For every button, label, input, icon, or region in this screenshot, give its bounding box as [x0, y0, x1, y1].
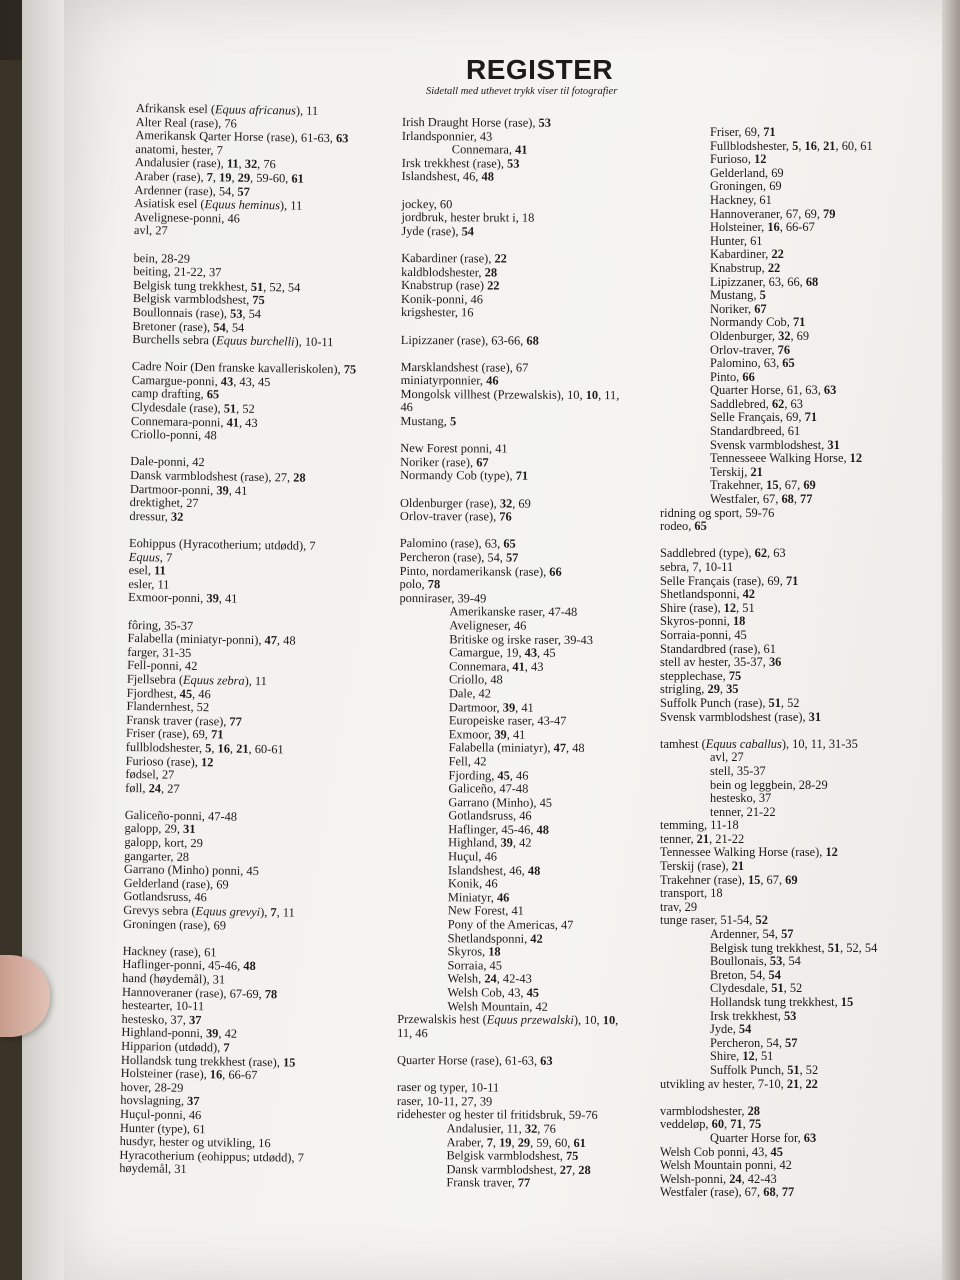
index-subentry: Dale, 42 [448, 686, 491, 701]
index-entry: Huçul-ponni, 46 [119, 1106, 202, 1123]
index-entry: hestesko, 37, 37 [121, 1011, 202, 1027]
index-subentry: Knabstrup, 22 [710, 260, 781, 275]
index-entry: Terskij (rase), 21 [660, 859, 745, 874]
index-entry: Garrano (Minho) ponni, 45 [123, 862, 259, 879]
index-entry: kaldblodshester, 28 [401, 264, 498, 280]
index-entry: Dartmoor-ponni, 39, 41 [129, 481, 248, 498]
index-entry: Welsh Cob ponni, 43, 45 [660, 1144, 783, 1159]
index-subentry: Svensk varmblodshest, 31 [710, 437, 840, 452]
index-entry: hovslagning, 37 [120, 1093, 200, 1109]
index-entry: Grevys sebra (Equus grevyi), 7, 11 [123, 902, 295, 920]
index-subentry: Welsh Mountain, 42 [447, 998, 548, 1014]
index-entry: hover, 28-29 [120, 1079, 184, 1095]
index-entry: Alter Real (rase), 76 [135, 114, 237, 131]
index-subentry: Garrano (Minho), 45 [448, 794, 553, 810]
index-entry: Westfaler (rase), 67, 68, 77 [660, 1185, 795, 1200]
index-subentry: Standardbreed, 61 [710, 424, 801, 439]
index-entry: stepplechase, 75 [660, 668, 742, 683]
entry-gap [660, 1091, 877, 1105]
index-entry: ponniraser, 39-49 [399, 590, 487, 606]
index-subentry: bein og leggbein, 28-29 [710, 777, 828, 792]
index-subentry: Breton, 54, 54 [710, 967, 781, 982]
index-entry: Galiceño-ponni, 47-48 [124, 807, 238, 824]
index-subentry: Araber, 7, 19, 29, 59, 60, 61 [446, 1134, 586, 1150]
index-subentry: Lipizzaner, 63, 66, 68 [710, 274, 819, 289]
index-entry: krigshester, 16 [400, 305, 474, 320]
index-entry: raser, 10-11, 27, 39 [396, 1093, 493, 1109]
index-entry: anatomi, hester, 7 [135, 141, 223, 158]
index-subentry: Quarter Horse, 61, 63, 63 [710, 383, 837, 398]
index-subentry: Criollo, 48 [449, 672, 503, 687]
index-entry: Marsklandshest (rase), 67 [400, 359, 529, 375]
index-entry: 46 [400, 400, 413, 415]
index-entry: Welsh-ponni, 24, 42-43 [660, 1171, 777, 1186]
index-entry: raser og typer, 10-11 [396, 1080, 500, 1095]
index-subentry: Connemara, 41, 43 [449, 659, 544, 674]
index-entry: jordbruk, hester brukt i, 18 [401, 210, 535, 225]
index-entry: Normandy Cob (type), 71 [400, 468, 529, 484]
index-entry: galopp, kort, 29 [124, 834, 203, 851]
index-subentry: Westfaler, 67, 68, 77 [710, 492, 813, 507]
index-column-3 [660, 126, 877, 1200]
index-entry: Bretoner (rase), 54, 54 [132, 318, 245, 335]
index-entry: Hyracotherium (eohippus; utdødd), 7 [119, 1147, 305, 1165]
index-entry: Gotlandsruss, 46 [123, 889, 207, 905]
index-entry: Islandshest, 46, 48 [401, 169, 494, 184]
index-entry: Shetlandsponni, 42 [660, 587, 755, 602]
index-subentry: Hannoveraner, 67, 69, 79 [710, 206, 836, 221]
index-subentry: avl, 27 [710, 750, 744, 765]
index-entry: ridning og sport, 59-76 [660, 505, 775, 520]
index-entry: stell av hester, 35-37, 36 [660, 655, 782, 670]
index-entry: sebra, 7, 10-11 [660, 560, 734, 574]
index-subentry: stell, 35-37 [710, 763, 766, 778]
index-entry: Ardenner (rase), 54, 57 [134, 182, 250, 199]
index-entry: Skyros-ponni, 18 [660, 614, 746, 629]
index-subentry: Shetlandsponni, 42 [447, 930, 543, 946]
index-subentry: Welsh, 24, 42-43 [447, 971, 532, 987]
index-subentry: New Forest, 41 [447, 903, 524, 919]
index-subentry: Dansk varmblodshest, 27, 28 [446, 1161, 591, 1177]
index-entry: esler, 11 [128, 576, 170, 592]
index-entry: Orlov-traver (rase), 76 [399, 509, 512, 524]
page-edge [942, 0, 960, 1280]
index-entry: ridehester og hester til fritidsbruk, 59-76 [396, 1107, 598, 1123]
index-entry: Tennessee Walking Horse (rase), 12 [660, 845, 838, 860]
index-subentry: Oldenburger, 32, 69 [710, 328, 810, 343]
index-entry: strigling, 29, 35 [660, 682, 739, 697]
index-subentry: Ardenner, 54, 57 [710, 927, 794, 942]
index-subentry: Gotlandsruss, 46 [448, 808, 532, 823]
index-entry: avl, 27 [133, 223, 168, 238]
index-subentry: Amerikanske raser, 47-48 [449, 604, 578, 620]
index-entry: transport, 18 [660, 886, 723, 901]
index-entry: Noriker (rase), 67 [400, 454, 489, 470]
index-entry: Friser (rase), 69, 71 [125, 726, 224, 742]
index-entry: Shire (rase), 12, 51 [660, 600, 755, 615]
index-entry: husdyr, hester og utvikling, 16 [119, 1133, 271, 1151]
index-subentry: Exmoor, 39, 41 [448, 726, 526, 742]
index-entry: esel, 11 [128, 563, 166, 578]
index-entry: Araber (rase), 7, 19, 29, 59-60, 61 [134, 168, 304, 186]
index-subentry: Skyros, 18 [447, 944, 501, 959]
index-entry: Przewalskis hest (Equus przewalski), 10, 10, [397, 1012, 619, 1028]
index-subentry: hestesko, 37 [710, 791, 772, 806]
index-entry: Boullonnais (rase), 53, 54 [132, 304, 262, 321]
index-entry: miniatyrponnier, 46 [400, 373, 499, 388]
index-entry: Equus, 7 [128, 549, 173, 565]
index-entry: Kabardiner (rase), 22 [401, 250, 507, 266]
book-spine [22, 0, 64, 1280]
index-entry: fôring, 35-37 [127, 617, 194, 633]
index-subentry: Camargue, 19, 43, 45 [449, 645, 556, 660]
index-entry: Konik-ponni, 46 [401, 291, 484, 307]
index-subentry: Falabella (miniatyr), 47, 48 [448, 740, 585, 756]
index-entry: Holsteiner (rase), 16, 66-67 [120, 1066, 258, 1083]
index-entry: Furioso (rase), 12 [125, 753, 214, 769]
index-subentry: Tennesseee Walking Horse, 12 [710, 451, 863, 466]
index-subentry: Furioso, 12 [710, 152, 767, 167]
index-entry: rodeo, 65 [660, 519, 707, 534]
index-entry: beiting, 21-22, 37 [133, 264, 222, 280]
index-subentry: Terskij, 21 [710, 464, 763, 479]
index-subentry: Hollandsk tung trekkhest, 15 [710, 995, 854, 1009]
index-entry: Avelignese-ponni, 46 [134, 209, 241, 226]
index-subentry: Saddlebred, 62, 63 [710, 396, 803, 411]
index-entry: Oldenburger (rase), 32, 69 [399, 495, 531, 511]
index-subentry: Welsh Cob, 43, 45 [447, 985, 540, 1000]
index-subentry: Orlov-traver, 76 [710, 342, 791, 357]
index-entry: galopp, 29, 31 [124, 821, 196, 837]
entry-gap [660, 534, 877, 548]
page-subtitle: Sidetall med uthevet trykk viser til fotografier [426, 86, 618, 97]
index-subentry: Boullonais, 53, 54 [710, 954, 801, 969]
index-entry: Fell-ponni, 42 [127, 658, 198, 674]
index-entry: Fjordhest, 45, 46 [126, 685, 211, 701]
index-subentry: Selle Français, 69, 71 [710, 410, 818, 425]
index-entry: Irish Draught Horse (rase), 53 [401, 115, 551, 130]
index-subentry: Fjording, 45, 46 [448, 767, 529, 783]
index-entry: Asiatisk esel (Equus heminus), 11 [134, 196, 303, 213]
index-subentry: Belgisk varmblodshest, 75 [446, 1148, 579, 1164]
index-subentry: Belgisk tung trekkhest, 51, 52, 54 [710, 940, 878, 955]
index-entry: Connemara-ponni, 41, 43 [130, 413, 258, 430]
index-entry: Irsk trekkhest (rase), 53 [401, 155, 520, 171]
index-subentry: Galiceño, 47-48 [448, 781, 529, 796]
index-entry: Lipizzaner (rase), 63-66, 68 [400, 332, 539, 348]
index-entry: tunge raser, 51-54, 52 [660, 913, 768, 928]
index-entry: Welsh Mountain ponni, 42 [660, 1158, 792, 1173]
index-column-1 [119, 102, 360, 1179]
index-subentry: Pinto, 66 [710, 369, 755, 384]
index-entry: Falabella (miniatyr-ponni), 47, 48 [127, 631, 296, 648]
index-entry: tenner, 21, 21-22 [660, 831, 745, 846]
index-entry: Standardbred (rase), 61 [660, 641, 776, 656]
index-entry: Groningen (rase), 69 [122, 916, 227, 933]
index-subentry: Aveligneser, 46 [449, 618, 527, 633]
index-subentry: Shire, 12, 51 [710, 1049, 774, 1064]
index-subentry: Fransk traver, 77 [446, 1175, 531, 1190]
index-subentry: Friser, 69, 71 [710, 125, 776, 139]
index-subentry: Gelderland, 69 [710, 165, 784, 180]
index-entry: tamhest (Equus caballus), 10, 11, 31-35 [660, 736, 858, 751]
index-entry: utvikling av hester, 7-10, 21, 22 [660, 1076, 818, 1091]
index-entry: Amerikansk Qarter Horse (rase), 61-63, 63 [135, 128, 349, 146]
index-entry: Eohippus (Hyracotherium; utdødd), 7 [128, 535, 316, 553]
index-entry: Gelderland (rase), 69 [123, 875, 229, 892]
index-entry: Sorraia-ponni, 45 [660, 627, 747, 642]
index-entry: høydemål, 31 [119, 1161, 187, 1177]
index-column-2 [396, 116, 623, 1191]
index-entry: gangarter, 28 [124, 848, 190, 864]
index-subentry: Andalusier, 11, 32, 76 [446, 1121, 556, 1136]
index-entry: Afrikansk esel (Equus africanus), 11 [135, 101, 319, 118]
index-entry: Camargue-ponni, 43, 43, 45 [131, 372, 271, 390]
index-subentry: Dartmoor, 39, 41 [448, 699, 534, 715]
index-entry: Andalusier (rase), 11, 32, 76 [134, 155, 276, 172]
index-entry: Selle Français (rase), 69, 71 [660, 573, 799, 588]
index-entry: føll, 24, 27 [125, 780, 180, 796]
index-entry: New Forest ponni, 41 [400, 441, 508, 456]
index-entry: varmblodshester, 28 [660, 1103, 760, 1118]
index-subentry: Highland, 39, 42 [448, 835, 532, 851]
index-entry: Hannoveraner (rase), 67-69, 78 [121, 984, 278, 1001]
index-entry: Hollandsk tung trekkhest (rase), 15 [120, 1052, 296, 1070]
index-subentry: Clydesdale, 51, 52 [710, 981, 803, 996]
entry-gap [660, 724, 877, 738]
index-entry: Mustang, 5 [400, 414, 457, 429]
index-entry: Pinto, nordamerikansk (rase), 66 [399, 563, 562, 579]
index-subentry: Sorraia, 45 [447, 958, 502, 973]
index-subentry: Hackney, 61 [710, 192, 772, 207]
index-entry: 11, 46 [397, 1025, 428, 1040]
index-subentry: Jyde, 54 [710, 1022, 752, 1037]
index-entry: Irlandsponnier, 43 [401, 128, 493, 144]
index-entry: farger, 31-35 [127, 644, 192, 660]
index-entry: Fjellsebra (Equus zebra), 11 [126, 671, 267, 689]
index-entry: temming, 11-18 [660, 818, 739, 833]
index-entry: Mongolsk villhest (Przewalskis), 10, 10, 11, [400, 386, 620, 403]
index-entry: Highland-ponni, 39, 42 [121, 1025, 238, 1042]
index-entry: Exmoor-ponni, 39, 41 [128, 590, 238, 607]
index-entry: Belgisk tung trekkhest, 51, 52, 54 [133, 277, 301, 295]
index-subentry: Britiske og irske raser, 39-43 [449, 631, 593, 647]
index-subentry: Groningen, 69 [710, 179, 782, 194]
index-subentry: Konik, 46 [447, 876, 498, 891]
index-entry: Flandernhest, 52 [126, 699, 210, 715]
index-entry: drektighet, 27 [129, 495, 199, 511]
index-subentry: Percheron, 54, 57 [710, 1035, 798, 1050]
index-subentry: Haflinger, 45-46, 48 [448, 822, 549, 837]
index-subentry: Normandy Cob, 71 [710, 315, 806, 330]
index-entry: Haflinger-ponni, 45-46, 48 [122, 957, 256, 974]
index-entry: camp drafting, 65 [131, 386, 220, 402]
index-entry: Dale-ponni, 42 [130, 454, 205, 470]
index-subentry: Huçul, 46 [448, 849, 498, 864]
index-entry: Fransk traver (rase), 77 [126, 712, 243, 729]
index-entry: Cadre Noir (Den franske kavalleriskolen), 75 [131, 359, 357, 377]
index-entry: polo, 78 [399, 577, 441, 592]
index-entry: Palomino (rase), 63, 65 [399, 536, 516, 552]
index-subentry: Islandshest, 46, 48 [448, 862, 541, 878]
index-entry: Clydesdale (rase), 51, 52 [131, 400, 255, 416]
index-entry: Hipparion (utdødd), 7 [121, 1038, 230, 1055]
index-entry: Hackney (rase), 61 [122, 943, 217, 960]
index-subentry: Mustang, 5 [710, 288, 766, 303]
index-entry: Percheron (rase), 54, 57 [399, 549, 519, 565]
index-entry: trav, 29 [660, 899, 698, 914]
index-entry: Belgisk varmblodshest, 75 [132, 291, 265, 308]
index-entry: Saddlebred (type), 62, 63 [660, 546, 786, 561]
index-subentry: Noriker, 67 [710, 301, 767, 316]
page-title: REGISTER [466, 54, 614, 85]
index-subentry: Miniatyr, 46 [447, 890, 510, 905]
index-entry: hestearter, 10-11 [121, 998, 205, 1014]
index-entry: hand (høydemål), 31 [122, 970, 226, 987]
index-entry: fødsel, 27 [125, 767, 175, 782]
index-entry: Dansk varmblodshest (rase), 27, 28 [130, 467, 306, 485]
index-subentry: Trakehner, 15, 67, 69 [710, 478, 816, 493]
index-subentry: Suffolk Punch, 51, 52 [710, 1062, 819, 1077]
index-entry: Svensk varmblodshest (rase), 31 [660, 709, 822, 724]
index-subentry: Irsk trekkhest, 53 [710, 1008, 797, 1023]
index-entry: Trakehner (rase), 15, 67, 69 [660, 872, 798, 887]
index-subentry: Pony of the Americas, 47 [447, 917, 574, 932]
index-subentry: Holsteiner, 16, 66-67 [710, 220, 815, 235]
index-entry: bein, 28-29 [133, 250, 191, 266]
index-subentry: Europeiske raser, 43-47 [448, 713, 567, 728]
index-subentry: Kabardiner, 22 [710, 247, 784, 262]
index-entry: Criollo-ponni, 48 [130, 427, 217, 443]
index-entry: veddeløp, 60, 71, 75 [660, 1117, 762, 1132]
index-entry: Jyde (rase), 54 [401, 223, 475, 239]
index-subentry: Connemara, 41 [451, 142, 528, 157]
index-subentry: Palomino, 63, 65 [710, 356, 795, 371]
index-entry: dressur, 32 [129, 508, 184, 524]
index-entry: fullblodshester, 5, 16, 21, 60-61 [125, 739, 284, 757]
index-subentry: Fullblodshester, 5, 16, 21, 60, 61 [710, 138, 873, 153]
index-entry: Knabstrup (rase) 22 [401, 278, 500, 293]
index-entry: Suffolk Punch (rase), 51, 52 [660, 695, 800, 710]
index-subentry: Hunter, 61 [710, 233, 763, 248]
index-entry: Hunter (type), 61 [119, 1120, 206, 1136]
index-entry: Burchells sebra (Equus burchelli), 10-11 [132, 332, 334, 350]
index-subentry: Quarter Horse for, 63 [710, 1130, 817, 1145]
index-entry: jockey, 60 [401, 196, 453, 211]
index-subentry: tenner, 21-22 [710, 804, 776, 819]
index-entry: Quarter Horse (rase), 61-63, 63 [397, 1052, 553, 1068]
index-subentry: Fell, 42 [448, 754, 487, 769]
